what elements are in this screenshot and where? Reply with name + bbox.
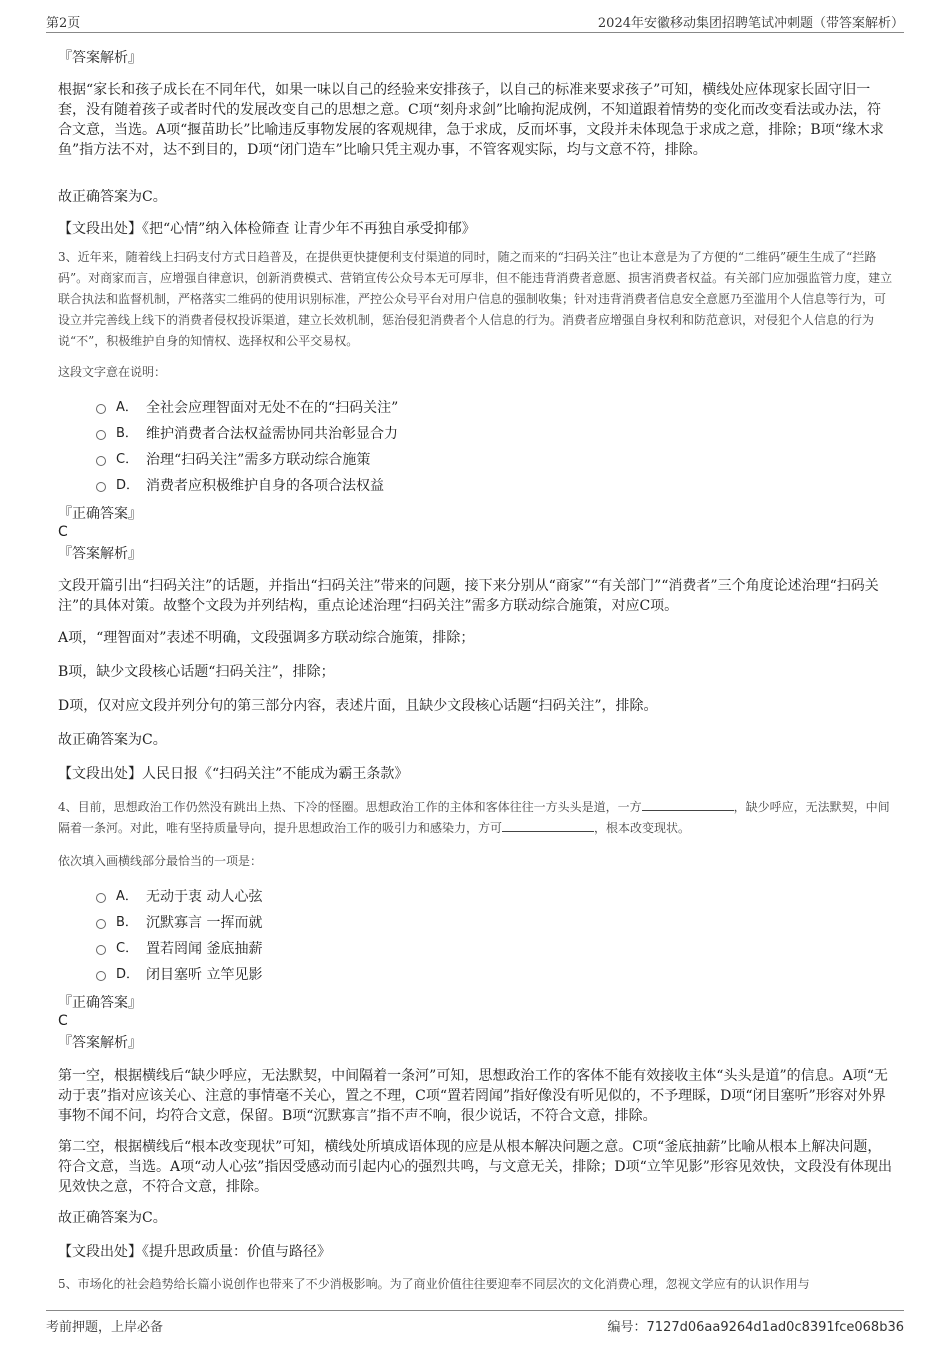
q4-stem-part3: ，根本改变现状。: [594, 821, 691, 835]
q3-note-d: D项，仅对应文段并列分句的第三部分内容，表述片面，且缺少文段核心话题“扫码关注”，排除。: [58, 698, 658, 714]
q2-conclusion: 故正确答案为C。: [58, 189, 167, 205]
q4-stem-part1: 4、目前，思想政治工作仍然没有跳出上热、下冷的怪圈。思想政治工作的主体和客体往往一方头头是道，一方: [58, 800, 642, 814]
option-letter: A．: [116, 400, 138, 415]
radio-icon[interactable]: [96, 945, 106, 955]
q5-stem: 5、市场化的社会趋势给长篇小说创作也带来了不少消极影响。为了商业价值往往要迎奉不同层次的文化消费心理，忽视文学应有的认识作用与: [58, 1277, 810, 1291]
q4-answer: C: [58, 1013, 68, 1029]
radio-icon[interactable]: [96, 971, 106, 981]
q3-stem: 3、近年来，随着线上扫码支付方式日趋普及，在提供更快捷便利支付渠道的同时，随之而来的“扫码关注”也让本意是为了方便的“二维码”硬生生成了“拦路码”。对商家而言，应增强自律意识，创新消费模式、营销宣传公众号本无可厚非，但不能违背消费者意愿、损害消费者权益。有关部门应加强监管力度，建立联合执法和监督机制，严格落实二维码的使用识别标准，严控公众号平台对用户信息的强制收集；针对违背消费者信息安全意愿乃至滥用个人信息等行为，可设立并完善线上线下的消费者侵权投诉渠道，建立长效机制，惩治侵犯消费者个人信息的行为。消费者应增强自身权利和防范意识，对侵犯个人信息的行为说“不”，积极维护自身的知情权、选择权和公平交易权。: [58, 250, 893, 348]
option-text: 维护消费者合法权益需协同共治彰显合力: [146, 426, 398, 442]
q4-analysis-label: 『答案解析』: [58, 1035, 142, 1051]
option-letter: A．: [116, 889, 138, 904]
radio-icon[interactable]: [96, 893, 106, 903]
radio-icon[interactable]: [96, 430, 106, 440]
q3-option-b[interactable]: [96, 423, 596, 445]
option-letter: B．: [116, 915, 138, 930]
q4-stem: [58, 797, 893, 839]
q4-option-c[interactable]: [96, 938, 596, 960]
q4-correct-label: 『正确答案』: [58, 995, 142, 1011]
option-text: 置若罔闻 釜底抽薪: [146, 941, 263, 957]
q2-source: 【文段出处】《把“心情”纳入体检筛查 让青少年不再独自承受抑郁》: [58, 221, 476, 237]
q4-analysis-2: 第二空，根据横线后“根本改变现状”可知，横线处所填成语体现的应是从根本解决问题之意。C项“釜底抽薪”比喻从根本上解决问题，符合文意，当选。A项“动人心弦”指因受感动而引起内心的强烈共鸣，与文意无关，排除；D项“立竿见影”形容见效快，文段没有体现出见效快之意，不符合文意，排除。: [58, 1139, 892, 1195]
option-letter: C．: [116, 452, 139, 467]
radio-icon[interactable]: [96, 404, 106, 414]
q3-conclusion: 故正确答案为C。: [58, 732, 167, 748]
q4-stem-part2: ，缺少呼应，无法默契，中间隔着一条河。对此，唯有坚持质量导向，提升思想政治工作的吸引力和感染力，方可: [58, 800, 890, 835]
option-letter: D．: [116, 967, 140, 982]
option-text: 全社会应理智面对无处不在的“扫码关注”: [146, 400, 399, 416]
footer-code-label: 编号：: [607, 1320, 647, 1335]
radio-icon[interactable]: [96, 482, 106, 492]
radio-icon[interactable]: [96, 456, 106, 466]
option-letter: B．: [116, 426, 138, 441]
option-text: 治理“扫码关注”需多方联动综合施策: [146, 452, 371, 468]
option-text: 闭目塞听 立竿见影: [146, 967, 263, 983]
option-letter: D．: [116, 478, 140, 493]
footer-code-value: 7127d06aa9264d1ad0c8391fce068b36: [646, 1320, 904, 1335]
fill-blank-1[interactable]: [642, 798, 734, 811]
q4-conclusion: 故正确答案为C。: [58, 1210, 167, 1226]
page-number: 第2页: [46, 16, 81, 31]
q3-answer: C: [58, 524, 68, 540]
footer-slogan: 考前押题，上岸必备: [46, 1320, 164, 1335]
q2-analysis-label: 『答案解析』: [58, 50, 142, 66]
page-header: [46, 8, 904, 33]
q3-prompt: 这段文字意在说明：: [58, 365, 167, 379]
q3-option-d[interactable]: [96, 475, 596, 497]
page-footer: [46, 1310, 904, 1335]
document-title: 2024年安徽移动集团招聘笔试冲刺题（带答案解析）: [597, 16, 904, 31]
q4-analysis-1: 第一空，根据横线后“缺少呼应，无法默契，中间隔着一条河”可知，思想政治工作的客体不能有效接收主体“头头是道”的信息。A项“无动于衷”指对应该关心、注意的事情毫不关心，置之不理，C项“置若罔闻”指好像没有听见似的，不予理睬，D项“闭目塞听”形容对外界事物不闻不问，均符合文意，保留。B项“沉默寡言”指不声不响，很少说话，不符合文意，排除。: [58, 1068, 888, 1124]
q3-correct-label: 『正确答案』: [58, 506, 142, 522]
q3-analysis-text: 文段开篇引出“扫码关注”的话题，并指出“扫码关注”带来的问题，接下来分别从“商家”“有关部门”“消费者”三个角度论述治理“扫码关注”的具体对策。故整个文段为并列结构，重点论述治理“扫码关注”需多方联动综合施策，对应C项。: [58, 578, 879, 614]
q3-note-b: B项，缺少文段核心话题“扫码关注”，排除；: [58, 664, 335, 680]
q3-analysis-label: 『答案解析』: [58, 546, 142, 562]
option-text: 消费者应积极维护自身的各项合法权益: [146, 478, 384, 494]
q3-option-a[interactable]: [96, 397, 596, 419]
footer-code: [608, 1316, 904, 1335]
option-letter: C．: [116, 941, 139, 956]
q4-prompt: 依次填入画横线部分最恰当的一项是：: [58, 854, 263, 868]
option-text: 无动于衷 动人心弦: [146, 889, 263, 905]
q3-note-a: A项，“理智面对”表述不明确，文段强调多方联动综合施策，排除；: [58, 630, 475, 646]
q4-option-b[interactable]: [96, 912, 596, 934]
radio-icon[interactable]: [96, 919, 106, 929]
q2-analysis-text: 根据“家长和孩子成长在不同年代，如果一味以自己的经验来安排孩子，以自己的标准来要求孩子”可知，横线处应体现家长固守旧一套，没有随着孩子或者时代的发展改变自己的思想之意。C项“刻舟求剑”比喻拘泥成例，不知道跟着情势的变化而改变看法或办法，符合文意，当选。A项“揠苗助长”比喻违反事物发展的客观规律，急于求成，反而坏事，文段并未体现急于求成之意，排除；B项“缘木求鱼”指方法不对，达不到目的，D项“闭门造车”比喻只凭主观办事，不管客观实际，均与文意不符，排除。: [58, 82, 884, 158]
q3-option-c[interactable]: [96, 449, 596, 471]
q4-option-a[interactable]: [96, 886, 596, 908]
q3-source: 【文段出处】人民日报《“扫码关注”不能成为霸王条款》: [58, 766, 409, 782]
fill-blank-2[interactable]: [502, 819, 594, 832]
q4-source: 【文段出处】《提升思政质量：价值与路径》: [58, 1244, 331, 1260]
q4-option-d[interactable]: [96, 964, 596, 986]
option-text: 沉默寡言 一挥而就: [146, 915, 263, 931]
